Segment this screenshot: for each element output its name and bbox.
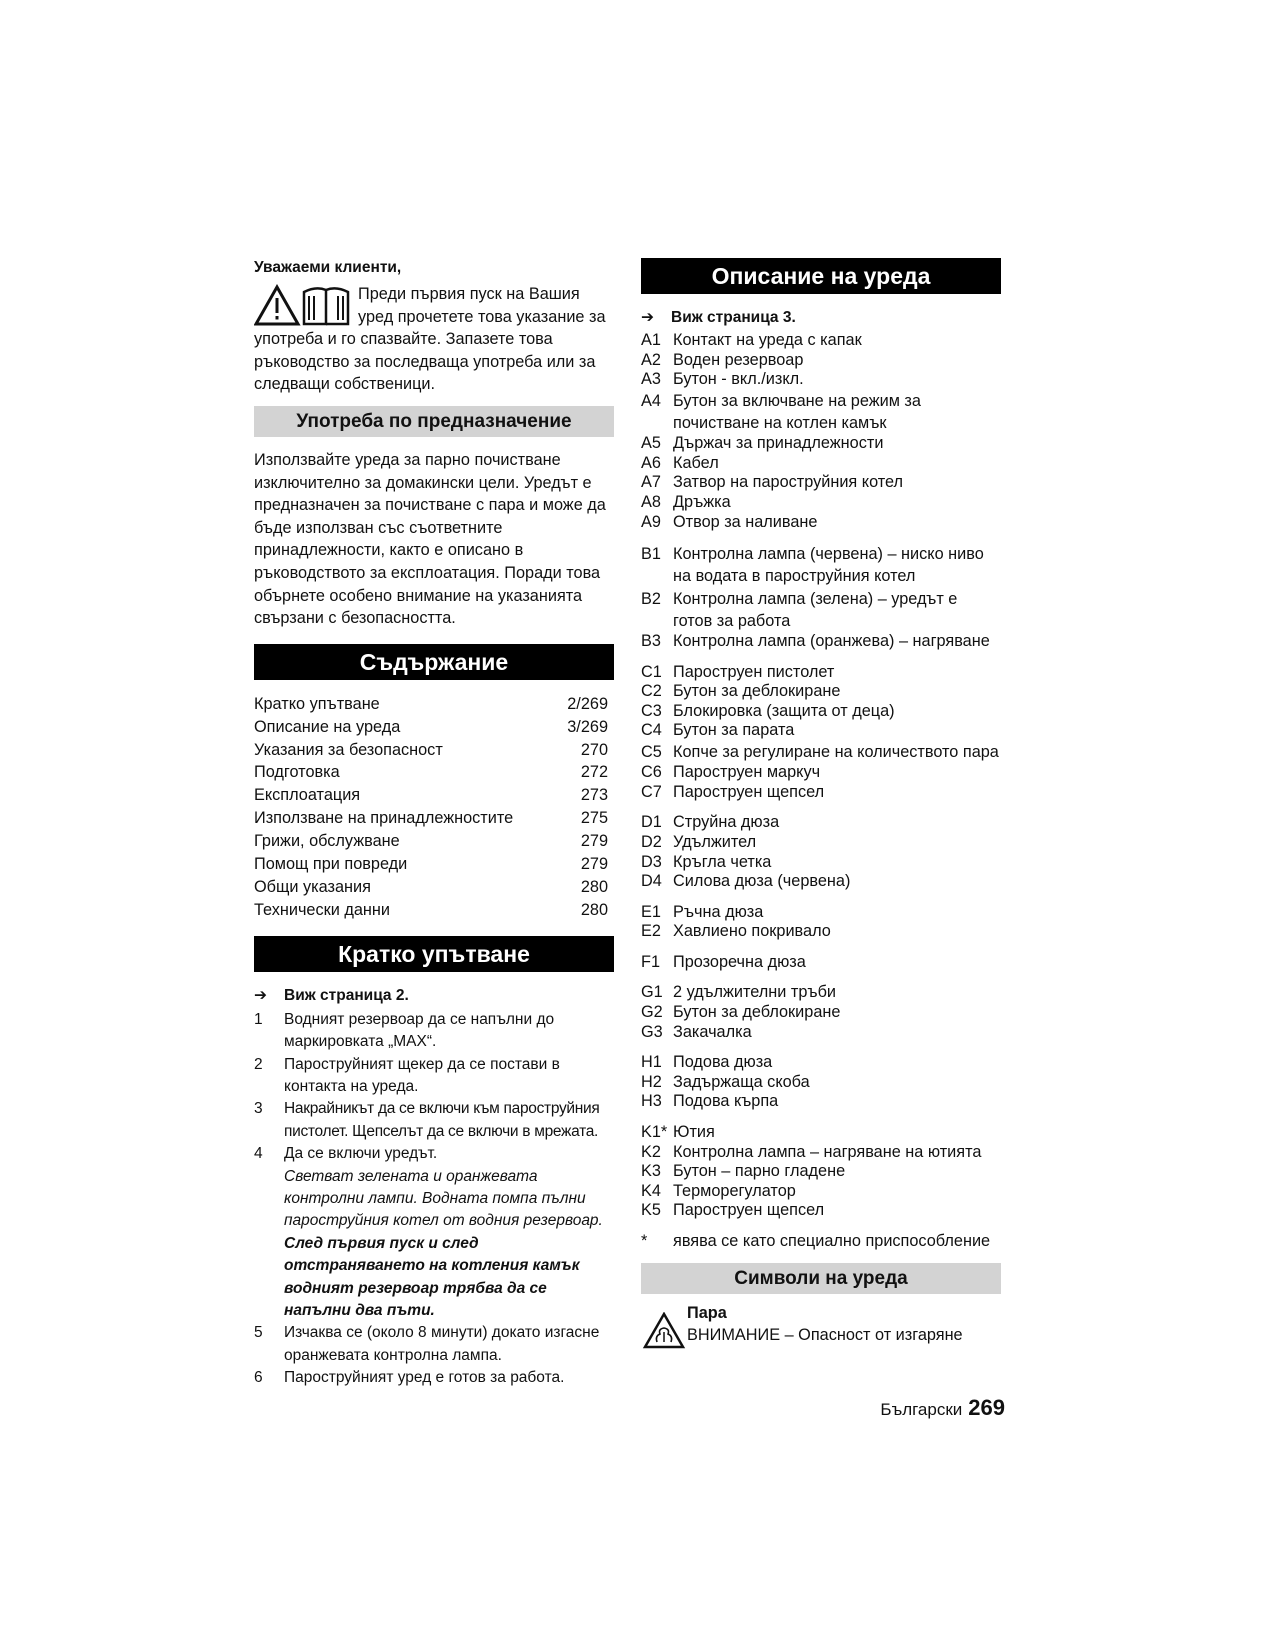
list-item — [641, 1162, 1001, 1182]
part-code: B3 — [641, 631, 661, 650]
toc-row[interactable] — [254, 807, 614, 830]
part-code: F1 — [641, 952, 661, 971]
step-main: Да се включи уредът. — [284, 1145, 438, 1163]
list-item — [641, 1143, 1001, 1163]
contents-heading: Съдържание — [254, 644, 614, 680]
list-item — [641, 390, 1001, 434]
part-label: Контакт на уреда с капак — [673, 331, 862, 349]
list-item — [641, 588, 1001, 632]
part-label: Пароструен маркуч — [673, 763, 821, 782]
part-label: явява се като специално приспособление — [673, 1232, 991, 1251]
steam-warning-icon — [641, 1302, 687, 1350]
toc-row[interactable] — [254, 716, 614, 739]
part-code: C7 — [641, 782, 662, 801]
part-label: Бутон за деблокиране — [673, 682, 841, 701]
parts-group — [641, 813, 1001, 891]
toc-label: Указания за безопасност — [254, 740, 443, 759]
list-item — [641, 1232, 1001, 1252]
toc-page: 272 — [580, 763, 608, 782]
part-code: B2 — [641, 589, 661, 608]
part-code: K2 — [641, 1142, 661, 1161]
list-item — [641, 721, 1001, 741]
part-code: A2 — [641, 350, 661, 369]
part-code: G1 — [641, 983, 663, 1002]
list-item — [641, 763, 1001, 783]
footer-language: Български — [880, 1400, 963, 1419]
part-label: Контролна лампа (зелена) – уредът е готов за работа — [673, 589, 958, 630]
part-code: A5 — [641, 434, 661, 453]
part-code: D4 — [641, 872, 662, 891]
part-code: C5 — [641, 742, 662, 761]
list-item — [641, 434, 1001, 454]
step-text: Изчаква се (около 8 минути) докато изгасне оранжевата контролна лампа. — [284, 1324, 600, 1364]
part-code: C6 — [641, 763, 662, 782]
part-label: Подова кърпа — [673, 1092, 779, 1111]
part-label: Бутон за деблокиране — [673, 1003, 841, 1022]
part-code: C4 — [641, 721, 662, 740]
list-item — [641, 953, 1001, 973]
part-label: Струйна дюза — [673, 813, 780, 832]
step-number: 5 — [254, 1324, 263, 1342]
list-item — [641, 493, 1001, 513]
part-label: Пароструен щепсел — [673, 782, 825, 801]
part-code: D3 — [641, 852, 662, 871]
list-item — [641, 351, 1001, 371]
toc-label: Кратко упътване — [254, 694, 380, 713]
see-page-3 — [641, 307, 1001, 329]
part-label: Контролна лампа – нагряване на ютията — [673, 1142, 982, 1161]
part-label: Дръжка — [673, 492, 731, 511]
toc-row[interactable] — [254, 853, 614, 876]
part-code: K3 — [641, 1162, 661, 1181]
step-warning: След първия пуск и след отстраняването на котления камък водният резервоар трябва да се напълни два пъти. — [284, 1234, 580, 1320]
quick-guide-heading: Кратко упътване — [254, 936, 614, 972]
step-number: 3 — [254, 1100, 263, 1118]
parts-group — [641, 983, 1001, 1042]
toc-label: Грижи, обслужване — [254, 832, 400, 851]
toc-row[interactable] — [254, 739, 614, 762]
step-number: 6 — [254, 1369, 263, 1387]
toc-label: Подготовка — [254, 763, 340, 782]
toc-row[interactable] — [254, 876, 614, 899]
part-label: Пароструен пистолет — [673, 662, 835, 681]
parts-group — [641, 1053, 1001, 1112]
description-heading: Описание на уреда — [641, 258, 1001, 294]
salutation: Уважаеми клиенти, — [254, 259, 402, 276]
part-code: A4 — [641, 391, 661, 410]
step-text: Пароструйният щекер да се постави в контакта на уреда. — [284, 1055, 560, 1095]
part-label: Силова дюза (червена) — [673, 872, 851, 891]
part-code: K1* — [641, 1123, 668, 1142]
step-text: Накрайникът да се включи към пароструйния пистолет. Щепселът да се включи в мрежата. — [284, 1100, 600, 1140]
part-label: Хавлиено покривало — [673, 922, 831, 941]
part-code: A8 — [641, 492, 661, 511]
toc-page: 279 — [580, 832, 608, 851]
list-item — [254, 1054, 614, 1099]
step-text: Водният резервоар да се напълни до маркировката „MAX“. — [284, 1010, 555, 1051]
part-label: Воден резервоар — [673, 350, 804, 369]
part-code: * — [641, 1232, 648, 1251]
part-code: H1 — [641, 1053, 662, 1072]
part-label: Терморегулатор — [673, 1181, 796, 1200]
table-of-contents — [254, 693, 614, 922]
quick-steps — [254, 1009, 614, 1390]
list-item — [641, 632, 1001, 652]
list-item — [641, 983, 1001, 1003]
part-label: Прозоречна дюза — [673, 952, 806, 971]
part-label: Удължител — [673, 832, 757, 851]
list-item — [254, 1143, 614, 1322]
toc-row[interactable] — [254, 830, 614, 853]
part-label: Бутон – парно гладене — [673, 1162, 846, 1181]
parts-group — [641, 953, 1001, 973]
part-code: E2 — [641, 922, 661, 941]
part-label: Държач за принадлежности — [673, 434, 884, 453]
step-text: Пароструйният уред е готов за работа. — [284, 1369, 565, 1387]
toc-row[interactable] — [254, 899, 614, 922]
intended-use-heading: Употреба по предназначение — [254, 406, 614, 437]
part-code: A6 — [641, 453, 661, 472]
part-code: H3 — [641, 1092, 662, 1111]
part-label: 2 удължителни тръби — [673, 983, 836, 1002]
list-item — [641, 813, 1001, 833]
page-number: 269 — [968, 1395, 1005, 1420]
part-label: Пароструен щепсел — [673, 1201, 825, 1220]
part-label: Задържаща скоба — [673, 1072, 810, 1091]
part-code: K5 — [641, 1201, 661, 1220]
right-column — [641, 258, 1001, 1350]
intro-text: Преди първия пуск на Вашия уред прочетете това указание за употреба и го спазвайте. Запазете това ръководство за последваща употреба или за следващи собственици. — [254, 285, 606, 394]
part-label: Бутон - вкл./изкл. — [673, 370, 804, 389]
part-code: C2 — [641, 682, 662, 701]
toc-page: 280 — [580, 877, 608, 896]
list-item — [641, 513, 1001, 533]
toc-page: 279 — [580, 855, 608, 874]
list-item — [641, 1003, 1001, 1023]
parts-group — [641, 903, 1001, 942]
parts-group — [641, 543, 1001, 651]
part-code: A3 — [641, 370, 661, 389]
list-item — [641, 783, 1001, 803]
intro — [254, 283, 614, 396]
intended-use-text: Използвайте уреда за парно почистване изключително за домакински цели. Уредът е предназначен за почистване с пара и може да бъде използван със съответните принадлежности, както е описано в ръководството за експлоатация. Поради това обърнете особено внимание на указанията свързани с безопасността. — [254, 450, 606, 628]
list-item — [641, 663, 1001, 683]
list-item — [641, 702, 1001, 722]
list-item — [254, 1322, 614, 1367]
step-number: 4 — [254, 1145, 263, 1163]
arrow-right-icon: ➔ — [254, 986, 267, 1004]
arrow-right-icon: ➔ — [641, 309, 654, 326]
part-code: D2 — [641, 832, 662, 851]
toc-page: 270 — [580, 740, 608, 759]
page-footer — [880, 1395, 1005, 1421]
list-item — [641, 853, 1001, 873]
toc-row[interactable] — [254, 761, 614, 784]
list-item — [254, 1098, 614, 1143]
parts-list — [641, 331, 1001, 1252]
part-label: Блокировка (защита от деца) — [673, 701, 895, 720]
toc-row[interactable] — [254, 693, 614, 716]
left-column — [254, 258, 614, 1390]
toc-label: Помощ при повреди — [254, 855, 408, 874]
list-item — [641, 741, 1001, 763]
toc-label: Описание на уреда — [254, 717, 401, 736]
part-code: A7 — [641, 473, 661, 492]
list-item — [641, 370, 1001, 390]
part-code: E1 — [641, 902, 661, 921]
toc-label: Използване на принадлежностите — [254, 809, 514, 828]
toc-page: 2/269 — [567, 694, 608, 713]
see-page-text: Виж страница 2. — [284, 986, 409, 1004]
symbols-heading: Символи на уреда — [641, 1263, 1001, 1294]
part-code: A1 — [641, 331, 661, 349]
parts-group — [641, 1232, 1001, 1252]
list-item — [641, 1092, 1001, 1112]
steam-symbol — [641, 1302, 1001, 1350]
toc-page: 280 — [580, 900, 608, 919]
part-label: Подова дюза — [673, 1053, 773, 1072]
list-item — [641, 872, 1001, 892]
part-label: Контролна лампа (оранжева) – нагряване — [673, 631, 990, 650]
list-item — [641, 903, 1001, 923]
part-label: Контролна лампа (червена) – ниско ниво на водата в пароструйния котел — [673, 545, 984, 586]
step-number: 1 — [254, 1010, 263, 1028]
list-item — [641, 1023, 1001, 1043]
list-item — [254, 1009, 614, 1054]
symbol-text: ВНИМАНИЕ – Опасност от изгаряне — [687, 1325, 963, 1344]
toc-label: Общи указания — [254, 877, 371, 896]
part-label: Ютия — [673, 1123, 715, 1142]
part-code: C1 — [641, 662, 662, 681]
list-item — [641, 473, 1001, 493]
part-label: Бутон за включване на режим за почистване на котлен камък — [673, 391, 921, 432]
toc-page: 273 — [580, 786, 608, 805]
part-code: G2 — [641, 1003, 663, 1022]
toc-page: 275 — [580, 809, 608, 828]
toc-label: Експлоатация — [254, 786, 361, 805]
step-note: Светват зелената и оранжевата контролни лампи. Водната помпа пълни пароструйния котел от водния резервоар. — [284, 1167, 603, 1230]
part-label: Отвор за наливане — [673, 512, 818, 531]
see-page-text: Виж страница 3. — [671, 309, 796, 326]
part-label: Кръгла четка — [673, 852, 772, 871]
part-code: G3 — [641, 1022, 663, 1041]
toc-row[interactable] — [254, 784, 614, 807]
list-item — [254, 1367, 614, 1389]
warning-triangle-icon — [254, 284, 354, 328]
part-label: Кабел — [673, 453, 719, 472]
parts-group — [641, 1123, 1001, 1221]
list-item — [641, 922, 1001, 942]
list-item — [641, 543, 1001, 587]
list-item — [641, 454, 1001, 474]
part-code: D1 — [641, 813, 662, 832]
part-code: H2 — [641, 1072, 662, 1091]
part-label: Бутон за парата — [673, 721, 795, 740]
list-item — [641, 1073, 1001, 1093]
part-code: B1 — [641, 545, 661, 564]
list-item — [641, 1201, 1001, 1221]
part-label: Закачалка — [673, 1022, 752, 1041]
toc-label: Технически данни — [254, 900, 391, 919]
part-code: A9 — [641, 512, 661, 531]
toc-page: 3/269 — [567, 717, 608, 736]
part-label: Копче за регулиране на количеството пара — [673, 742, 999, 761]
part-label: Ръчна дюза — [673, 902, 764, 921]
step-number: 2 — [254, 1055, 263, 1073]
parts-group — [641, 331, 1001, 532]
see-page-2 — [254, 985, 614, 1007]
part-code: C3 — [641, 701, 662, 720]
parts-group — [641, 663, 1001, 803]
list-item — [641, 1182, 1001, 1202]
part-code: K4 — [641, 1181, 661, 1200]
part-label: Затвор на пароструйния котел — [673, 473, 904, 492]
manual-book-icon — [304, 288, 348, 324]
step-text — [284, 1143, 614, 1322]
list-item — [641, 833, 1001, 853]
list-item — [641, 682, 1001, 702]
list-item — [641, 1123, 1001, 1143]
symbol-title: Пара — [687, 1303, 727, 1322]
list-item — [641, 331, 1001, 351]
list-item — [641, 1053, 1001, 1073]
